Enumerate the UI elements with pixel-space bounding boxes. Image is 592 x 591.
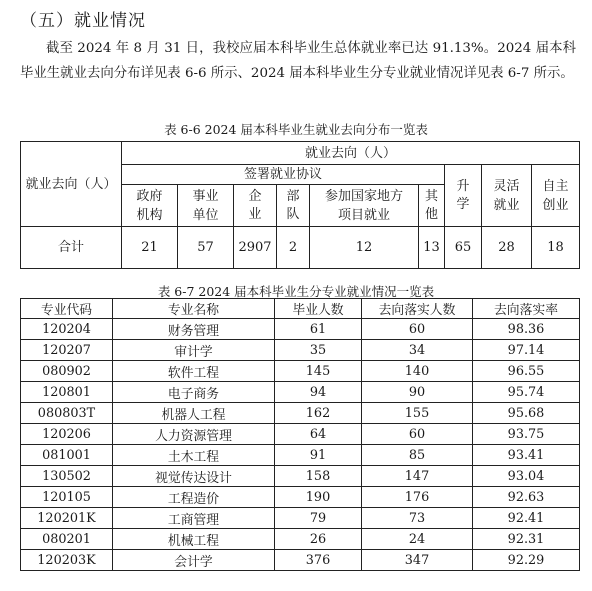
flexible-employment-header: 灵活就业 xyxy=(482,165,532,227)
value-military: 2 xyxy=(277,227,310,269)
destination-group-header: 就业去向（人） xyxy=(122,142,580,165)
placed-count: 147 xyxy=(362,466,473,487)
further-study-header: 升学 xyxy=(445,165,482,227)
employment-destination-table xyxy=(20,141,580,269)
self-employed-header: 自主创业 xyxy=(532,165,580,227)
table-header-row xyxy=(21,299,580,319)
graduate-count: 79 xyxy=(275,508,362,529)
major-name: 机器人工程 xyxy=(113,403,275,424)
placement-rate: 93.04 xyxy=(473,466,580,487)
graduate-count: 91 xyxy=(275,445,362,466)
major-code: 130502 xyxy=(21,466,113,487)
placement-rate: 93.41 xyxy=(473,445,580,466)
value-flexible: 28 xyxy=(482,227,532,269)
placed-count: 34 xyxy=(362,340,473,361)
total-label: 合计 xyxy=(21,227,122,269)
table-row xyxy=(21,361,580,382)
table-row xyxy=(21,529,580,550)
table-row xyxy=(21,424,580,445)
major-name: 财务管理 xyxy=(113,319,275,340)
placed-count: 155 xyxy=(362,403,473,424)
sub-header-other: 其他 xyxy=(419,185,445,227)
table-row xyxy=(21,403,580,424)
major-code: 120206 xyxy=(21,424,113,445)
major-code: 081001 xyxy=(21,445,113,466)
placement-rate: 92.63 xyxy=(473,487,580,508)
graduate-count: 190 xyxy=(275,487,362,508)
major-code: 120203K xyxy=(21,550,113,571)
graduate-count: 26 xyxy=(275,529,362,550)
graduate-count: 94 xyxy=(275,382,362,403)
table-row xyxy=(21,340,580,361)
major-code: 120201K xyxy=(21,508,113,529)
col-header-graduates: 毕业人数 xyxy=(275,299,362,319)
placement-rate: 92.31 xyxy=(473,529,580,550)
destination-row-header: 就业去向（人） xyxy=(21,142,122,227)
placement-rate: 98.36 xyxy=(473,319,580,340)
table-row xyxy=(21,319,580,340)
placement-rate: 92.41 xyxy=(473,508,580,529)
major-code: 120801 xyxy=(21,382,113,403)
major-code: 120207 xyxy=(21,340,113,361)
major-name: 审计学 xyxy=(113,340,275,361)
placed-count: 140 xyxy=(362,361,473,382)
placement-rate: 93.75 xyxy=(473,424,580,445)
intro-paragraph: 截至 2024 年 8 月 31 日，我校应届本科毕业生总体就业率已达 91.13%。2024 届本科毕业生就业去向分布详见表 6-6 所示、2024 届本科毕业生分专业就业情况详见表 6-7 所示。 xyxy=(20,41,576,81)
value-state-project: 12 xyxy=(310,227,419,269)
value-government: 21 xyxy=(122,227,178,269)
value-other: 13 xyxy=(419,227,445,269)
value-enterprise: 2907 xyxy=(234,227,277,269)
major-code: 080803T xyxy=(21,403,113,424)
placement-rate: 92.29 xyxy=(473,550,580,571)
sub-header-government: 政府机构 xyxy=(122,185,178,227)
table-6-7-caption: 表 6-7 2024 届本科毕业生分专业就业情况一览表 xyxy=(157,284,435,299)
table-row xyxy=(21,445,580,466)
major-employment-table xyxy=(20,298,580,571)
table-row xyxy=(21,382,580,403)
contract-group-header: 签署就业协议 xyxy=(122,165,445,185)
major-name: 人力资源管理 xyxy=(113,424,275,445)
value-further-study: 65 xyxy=(445,227,482,269)
graduate-count: 35 xyxy=(275,340,362,361)
major-code: 120105 xyxy=(21,487,113,508)
graduate-count: 158 xyxy=(275,466,362,487)
value-self-employed: 18 xyxy=(532,227,580,269)
graduate-count: 376 xyxy=(275,550,362,571)
value-public-institution: 57 xyxy=(178,227,234,269)
placement-rate: 97.14 xyxy=(473,340,580,361)
major-code: 080902 xyxy=(21,361,113,382)
major-code: 120204 xyxy=(21,319,113,340)
major-name: 视觉传达设计 xyxy=(113,466,275,487)
placement-rate: 96.55 xyxy=(473,361,580,382)
placed-count: 60 xyxy=(362,319,473,340)
table-row xyxy=(21,508,580,529)
major-code: 080201 xyxy=(21,529,113,550)
sub-header-state-project: 参加国家地方项目就业 xyxy=(310,185,419,227)
major-name: 工商管理 xyxy=(113,508,275,529)
major-name: 电子商务 xyxy=(113,382,275,403)
major-name: 土木工程 xyxy=(113,445,275,466)
placed-count: 176 xyxy=(362,487,473,508)
sub-header-military: 部队 xyxy=(277,185,310,227)
graduate-count: 162 xyxy=(275,403,362,424)
table-row xyxy=(21,487,580,508)
graduate-count: 64 xyxy=(275,424,362,445)
col-header-placed: 去向落实人数 xyxy=(362,299,473,319)
placed-count: 90 xyxy=(362,382,473,403)
table-row xyxy=(21,550,580,571)
placed-count: 24 xyxy=(362,529,473,550)
placed-count: 347 xyxy=(362,550,473,571)
major-name: 工程造价 xyxy=(113,487,275,508)
sub-header-enterprise: 企业 xyxy=(234,185,277,227)
placed-count: 85 xyxy=(362,445,473,466)
table-6-6-caption: 表 6-6 2024 届本科毕业生就业去向分布一览表 xyxy=(164,122,428,137)
graduate-count: 145 xyxy=(275,361,362,382)
graduate-count: 61 xyxy=(275,319,362,340)
col-header-name: 专业名称 xyxy=(113,299,275,319)
sub-header-public-institution: 事业单位 xyxy=(178,185,234,227)
col-header-rate: 去向落实率 xyxy=(473,299,580,319)
placement-rate: 95.74 xyxy=(473,382,580,403)
major-name: 会计学 xyxy=(113,550,275,571)
col-header-code: 专业代码 xyxy=(21,299,113,319)
placed-count: 60 xyxy=(362,424,473,445)
section-title: （五）就业情况 xyxy=(20,11,146,31)
placed-count: 73 xyxy=(362,508,473,529)
table-row xyxy=(21,466,580,487)
placement-rate: 95.68 xyxy=(473,403,580,424)
major-name: 机械工程 xyxy=(113,529,275,550)
major-name: 软件工程 xyxy=(113,361,275,382)
